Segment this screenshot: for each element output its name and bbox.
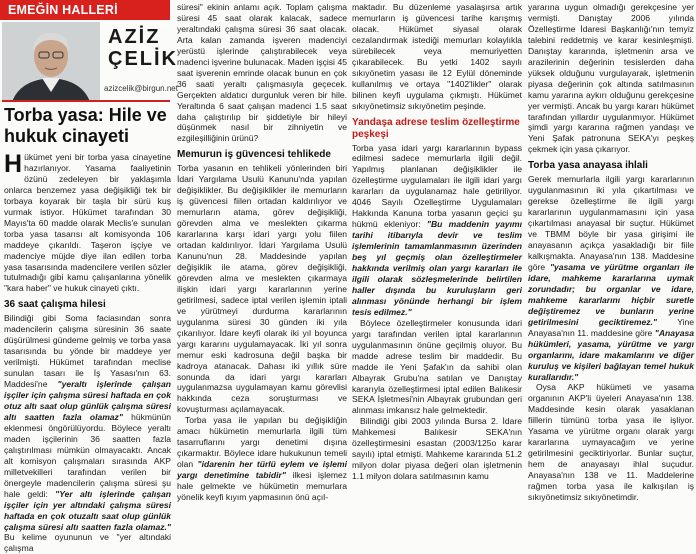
subheading-line: Yandaşa adrese teslim özelleştirme	[352, 116, 520, 128]
author-portrait-image	[2, 22, 100, 102]
text: Gerek memurlarla ilgili yargı kararlarının uygulanmasının iki yıla çıkartılması ve gerekse özelleştirme ile ilgili yargı kararlarının uygulanmamasını için yasa çıkartılması anayasal bir suçtur. Hükümet ve TBMM böyle bir yasa girişimi ile anayasanın açıkça yasakladığı bir fiile kalkışmakta. Anayasa'nın 138. Maddesine göre	[528, 174, 694, 272]
quote: "Bu maddenin yayımı tarihi itibarıyla devir ve teslim işlemlerinin tamamlanmasının üzerinden beş yıl geçmiş olan özelleştirmeler hakkında verilmiş olan yargı kararları ile ilgili olarak sözleşmelerinde belirtilen haller dışında bu kuruluşların geri alınması yönünde herhangi bir işlem tesis edilmez."	[352, 219, 522, 317]
author-last-name: ÇELİK	[108, 48, 178, 70]
quote: "idarenin her türlü eylem ve işlemi yargı denetimine tabidir"	[177, 459, 347, 481]
quote: "yasama ve yürütme organları ile idare, mahkeme kararlarına uymak zorundadır; bu organlar ve idare, mahkeme kararlarını hiçbir suretle değiştiremez ve bunların yerine getirilmesini geciktiremez."	[528, 261, 695, 327]
paragraph: süresi" ekinin anlamı açık. Toplam çalışma süresi 45 saat olarak kalacak, sadece yeraltındaki çalışma süresi 36 saat olacak. Arta kalan zamanda işveren madenciyi yerüstü işlerinde çalıştırabilecek veya madenci işverine bulunacak. Maden işçisi 45 saat işverenin emrinde olacak bunun en çok 36 saati yeraltı çalışmasıyla geçecek. Gerçekten aldatıcı durgunluk veren bir hile. Yeraltında 6 saat çalışan madenci 1.5 saat daha çalıştırılıp bir şiddetiyle bir hileyi düşünmek nasıl bir zihniyetin ve ezgileşilliğinin ürünü?	[177, 2, 347, 144]
paragraph: Torba yasanın en tehlikeli yönlerinden biri İdari Yargılama Usulü Kanunu'nda yapılan değişiklikler. Bu değişiklikler ile memurların iş güvencesi fiilen ortadan kaldırılıyor ve memurların atama, görev değişikliği, görevden alma ve meslekten çıkarma kararlarına karşı idari yargı yolu fiilen ortadan kaldırılıyor. İdari Yargılama Usulü Kanunu'nun 28. Maddesinde yapılan değişiklik ile atama, görev değişikliği, görevden alma ve meslekten çıkarmaya ilişkin idari yargı kararlarının yerine getirilmesi, sadece iptal verilen işlemin iptali ve yürütmeyi durdurma kararlarının uygulanma süresi 30 günden iki yıla çıkarılıyor. İdare keyfi olarak iki yıl boyunca yargı kararını uygulamayacak. İki yıl sonra memur eski kadrosuna değil başka bir kadroya atanacak. Dahası iki yıllık süre sonunda da idari yargı kararları uygulanmazsa uygulamayan kamu görevlisi hakkında ceza soruşturması ve kovuşturması açılamayacak.	[177, 163, 347, 415]
section-label: EMEĞİN HALLERİ	[0, 0, 170, 20]
subheading: 36 saat çalışma hilesi	[4, 299, 106, 311]
paragraph: Böylece özelleştirmeler konusunda idari yargı tarafından verilen iptal kararlarının uygulanmasının önüne geçilmiş oluyor. Bu madde adrese teslim bir maddedir. Bu madde ile Yeni Şafak'ın da sahibi olan Albayrak Grubu'na satılan ve Danıştay kararıyla özelleştirmesi iptal edilen Balıkesir SEKA İşletmesi'nin Albayrak grubundan geri alınması imkansız hale gelmektedir.	[352, 317, 522, 416]
paragraph: Bilindiği gibi 2003 yılında Bursa 2. İdare Mahkemesi Balıkesir SEKA'nın özelleştirmesini esastan (2003/125o karar sayılı) iptal etmişti. Mahkeme kararında 51.2 milyon dolar piyasa değeri olan işletmenin 1.1 milyon dolara satılmasının kamu	[352, 416, 522, 482]
author-name	[108, 26, 178, 70]
intro-text: ükümet yeni bir torba yasa cinayetine hazırlanıyor. Yasama faaliyetinin özünü zedeleyen bir yaklaşımla onlarca benzemez yasa değişikliği tek bir torbaya koyarak bir taşla bir sürü kuş vurmak istiyor. Hükümet tarafından 30 Mayıs'ta 60 madde olarak Meclis'e sunulan torba yasa tasarısı alt komisyonda 106 maddeye çıkarıldı. Taşeron işçiye ve madenciye müjde diye ilan edilen torba yasa tasarısında madencilere verilen sözler tutulmadığı gibi kamu çalışanlarına yönelik "kara haber" ve hukuk cinayeti çıktı.	[4, 152, 171, 294]
column-4	[528, 2, 694, 503]
text: Bilindiği gibi Soma faciasından sonra madencilerin çalışma süresinin 36 saate düşürülmesi gündeme gelmiş ve torba yasa tasarısında bu yönde bir maddeye yer verilmişti. Hükümet tarafından meclise sunulan tasarı ile İş Yasası'nın 63. Maddesi'ne	[4, 313, 171, 390]
quote: "Yer altı işlerinde çalışan işçiler için yer altındaki çalışma süresi haftada en çok otuzaltı saat olup günlük çalışma süresi altı saatten fazla olamaz."	[4, 488, 171, 532]
column-1	[4, 152, 171, 554]
paragraph	[528, 174, 694, 382]
column-2	[177, 2, 347, 503]
text: Torba yasa idari yargı kararlarının bypass edilmesi sadece memurlarla ilgili değil. Yapılmış planlanan değişiklikler ile özelleştirme uygulamaları ile ilgili idari yargı kararları da uygulanamaz hale getiriliyor. 4046 Sayılı Özelleştirme Uygulamaları Hakkında Kanuna torba yasanın geçici şu hükmü ekleniyor:	[352, 142, 522, 230]
text: Torba yasa ile yapılan bu değişikliğin amacı hükümetin memurlarla ilgili tüm tasarruflarını yargı denetimi dışına çıkarmaktır. Böylece idare hukukunun temeli olan	[177, 415, 347, 470]
paragraph	[352, 143, 522, 318]
text: Bu kelime oyununun ve "yer altındaki çalışma	[4, 532, 171, 554]
drop-cap: H	[4, 150, 23, 178]
author-first-name: AZİZ	[108, 26, 161, 48]
column-3	[352, 2, 522, 482]
subheading: Torba yasa anayasa ihlali	[528, 160, 648, 172]
paragraph: maktadır. Bu düzenleme yasalaşırsa artık memurların iş güvencesi tarihe karışmış olacak. Hükümet siyasal olarak cezalandırmak istediği memurları kolaylıkla sürebilecek veya memuriyetten çıkarabilecek. Bu yetki 1402 sayılı sıkıyönetim yasası ile 12 Eylül döneminde kullanılmış ve ortaya "1402'likler" olarak bilinen keyfi uygulama çıkmıştı. Hükümet sıkıyönetimsiz sıkıyönetim peşinde.	[352, 2, 522, 111]
text: hükmünün eklenmesi öngörülüyordu. Böylece yeraltı maden işçilerinin 36 saatten fazla çalıştırılması mümkün olmayacaktı. Ancak alt komisyon çalışmaları sırasında AKP milletvekilleri tarafından verilen bir önergeyle madencilerin çalışma süresi şu hale geldi:	[4, 411, 171, 499]
paragraph	[4, 313, 171, 554]
quote: "Anayasa hükümleri, yasama, yürütme ve yargı organlarını, idare makamlarını ve diğer kuruluş ve kişileri bağlayan temel hukuk kurallarıdır."	[528, 327, 694, 382]
paragraph: yararına uygun olmadığı gerekçesine yer vermişti. Danıştay 2006 yılında Özelleştirme İdaresi Başkanlığı'nın temyiz talebini reddetmiş ve karar kesinleşmişti. Danıştay kararında, işletmenin arsa ve arazilerinin değerinin tesislerden daha yüksek olduğunu vurgulayarak, işletmenin piyasa değerinin çok altında satılmasının kamu yararına aykırı olduğunu gerekçesine yer vermişti. Ancak bu yargı kararı hükümet tarafından yıllardır uygulanmıyor. Hükümet şimdi yargı kararına rağmen yandaşı ve Yeni Şafak patronuna SEKA'yı peşkeş çekmek için yasa çıkarıyor.	[528, 2, 694, 155]
subheading: Memurun iş güvencesi tehlikede	[177, 149, 331, 161]
quote: "yeraltı işlerinde çalışan işçiler için çalışma süresi haftada en çok otuz altı saat olup günlük çalışma süresi altı saatten fazla olamaz"	[4, 379, 171, 422]
author-photo	[2, 22, 100, 102]
paragraph	[4, 152, 171, 294]
divider	[2, 100, 170, 102]
subheading	[352, 117, 522, 141]
text: Yine Anayasa'nın 11. maddesine göre	[528, 316, 695, 338]
paragraph	[177, 415, 347, 503]
author-email[interactable]: azizcelik@birgun.net	[104, 84, 178, 93]
subheading-line: peşkeşi	[352, 128, 389, 140]
article-headline: Torba yasa: Hile ve hukuk cinayeti	[4, 105, 167, 146]
paragraph: Oysa AKP hükümeti ve yasama organının AKP'li üyeleri Anayasa'nın 138. Maddesinde kesin olarak yasaklanan fiillerin tümünü torba yasa ile işliyor. Yasama ve yürütme organı olarak yargı kararlarına uymayacağım ve yerine getirilmesini geciktiriyorlar. Bunlar suçtur, hem de anayasayı ihlal suçudur. Anayasa'nın 138 ve 11. Maddelerine rağmen torba yasa ile kalkışılan iş sıkıyönetimsiz sıkıyönetimdir.	[528, 382, 694, 502]
text: ilkesi işlemez hale gelmekte ve hükümetin memurlara yönelik keyfi kıyım yapmasının önü açıl-	[177, 470, 347, 502]
